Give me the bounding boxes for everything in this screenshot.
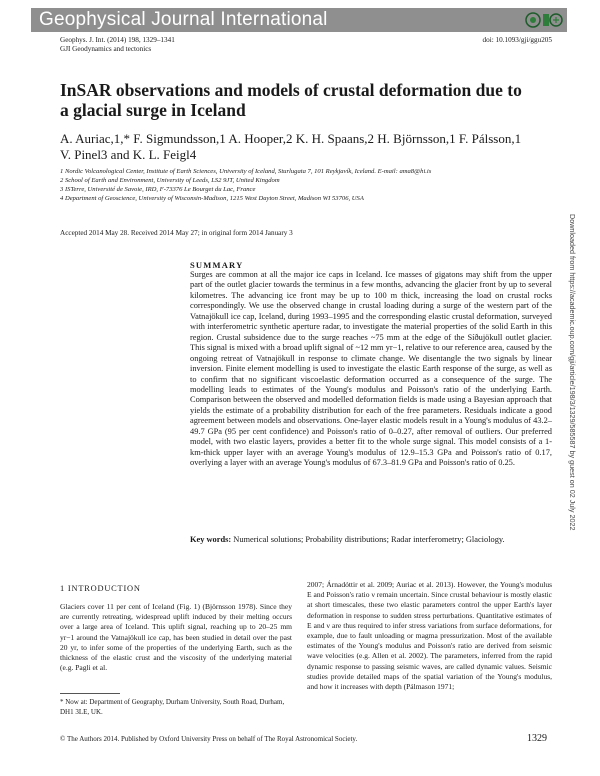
authors-line-1: A. Auriac,1,* F. Sigmundsson,1 A. Hooper,2 K. H. Spaans,2 H. Björnsson,1 F. Pálsson,1: [60, 131, 522, 146]
affiliation-2: 2 School of Earth and Environment, University of Leeds, LS2 9JT, United Kingdom: [60, 177, 280, 184]
journal-title: Geophysical Journal International: [39, 9, 328, 30]
article-doi[interactable]: doi: 10.1093/gji/ggu205: [482, 36, 552, 44]
article-dates: Accepted 2014 May 28. Received 2014 May 27; in original form 2014 January 3: [60, 229, 293, 237]
body-right-column: 2007; Árnadóttir et al. 2009; Auriac et al. 2013). However, the Young's modulus E and Poisson's ratio ν remain uncertain. Since crustal behaviour is mostly elastic at short timescales, these two elastic parameters control the upper Earth's layer deformation in response to sudden stress perturbations. Quantitative estimates of E and ν are thus required to infer stress variations from surface deformations, for example, due to fault unloading or magma pressurization. Most of the available estimates of the Young's modulus and Poisson's ratio are derived from seismic wave velocities (e.g. Allen et al. 2002). The parameters, inferred from the rapid dynamic response to passing seismic waves, are called dynamic values. Seismic studies provide detailed maps of the spatial variation of the Young's modulus, and how it increases with depth (Pálmason 1971;: [307, 580, 552, 692]
page-number: 1329: [527, 733, 547, 744]
keywords: [190, 535, 552, 545]
author-list: [60, 131, 560, 163]
footnote-divider: [60, 693, 120, 694]
body-left-column: Glaciers cover 11 per cent of Iceland (Fig. 1) (Björnsson 1978). Since they are currently retreating, widespread uplift induced by their melting occurs over a large area of Iceland. This uplift signal, reaching up to 20–25 mm yr−1 around the Vatnajökull ice cap, has been studied in detail over the past 20 yr, to infer some of the properties of the underlying Earth, such as the thickness of the elastic crust and the viscosity of the underlying material (e.g. Pagli et al.: [60, 602, 292, 673]
author-footnote: * Now at: Department of Geography, Durham University, South Road, Durham, DH1 3LE, UK.: [60, 698, 285, 716]
journal-citation: Geophys. J. Int. (2014) 198, 1329–1341: [60, 36, 175, 44]
journal-banner: [31, 8, 567, 32]
affiliation-3: 3 ISTerre, Université de Savoie, IRD, F-73376 Le Bourget du Lac, France: [60, 186, 256, 193]
affiliation-4: 4 Department of Geoscience, University of Wisconsin-Madison, 1215 West Dayton Street, Madison WI 53706, USA: [60, 195, 364, 202]
keywords-label: Key words:: [190, 535, 232, 544]
affiliations: [60, 167, 540, 203]
summary-text: Surges are common at all the major ice caps in Iceland. Ice masses of gigatons may shift from the upper part of the outlet glacier towards the terminus in a few months, advancing the glacier front by up to several kilometres. The advancing ice front may be up to 100 m thick, increasing the load on crustal rocks correspondingly. We use the observed change in crustal loading during a surge of the western part of the Vatnajökull ice cap, Iceland, during 1993–1995 and the corresponding elastic crustal deformation, surveyed with interferometric synthetic aperture radar, to investigate the material properties of the solid Earth in this region. Crustal subsidence due to the surge reaches ~75 mm at the edge of the Síðujökull outlet glacier. This signal is mixed with a broad uplift signal of ~12 mm yr−1, relative to our reference area, caused by the ongoing retreat of Vatnajökull in response to climate change. We disentangle the two signals by linear inversion. Finite element modelling is used to investigate the elastic Earth response of the surge, as well as to confirm that no significant viscoelastic deformation occurred as a consequence of the surge. The modelling leads to estimates of the Young's modulus and Poisson's ratio of the underlying Earth. Comparison between the observed and modelled deformation fields is made using a Bayesian approach that yields the estimate of a probability distribution for each of the free parameters. Residuals indicate a good agreement between models and observations. One-layer elastic models result in a Young's modulus of 43.2–49.7 GPa (95 per cent confidence) and Poisson's ratio of 0–0.27, after removal of outliers. Our preferred model, with two elastic layers, provides a better fit to the whole surge signal. This model consists of a 1-km-thick upper layer with an average Young's modulus of 12.9–15.3 GPa and Poisson's ratio of 0.17, overlying a layer with an average Young's modulus of 67.3–81.9 GPa and Poisson's ratio of 0.25.: [190, 270, 552, 468]
download-note[interactable]: Downloaded from https://academic.oup.com/gji/article/198/3/1329/585587 by guest on 02 July 2022: [568, 214, 577, 531]
article-title: InSAR observations and models of crustal deformation due to a glacial surge in Iceland: [60, 80, 522, 120]
authors-line-2: V. Pinel3 and K. L. Feigl4: [60, 147, 197, 162]
affiliation-1: 1 Nordic Volcanological Center, Institute of Earth Sciences, University of Iceland, Sturlugata 7, 101 Reykjavík, Iceland. E-mail: ama8@hi.is: [60, 168, 432, 175]
society-crest-icon: [523, 10, 563, 30]
download-sidebar: [568, 214, 578, 664]
summary-heading: SUMMARY: [190, 260, 244, 270]
keywords-list: Numerical solutions; Probability distributions; Radar interferometry; Glaciology.: [233, 535, 505, 544]
journal-section: GJI Geodynamics and tectonics: [60, 45, 152, 53]
section-heading-introduction: 1 INTRODUCTION: [60, 584, 141, 593]
copyright-notice: © The Authors 2014. Published by Oxford University Press on behalf of The Royal Astronomical Society.: [60, 735, 358, 743]
